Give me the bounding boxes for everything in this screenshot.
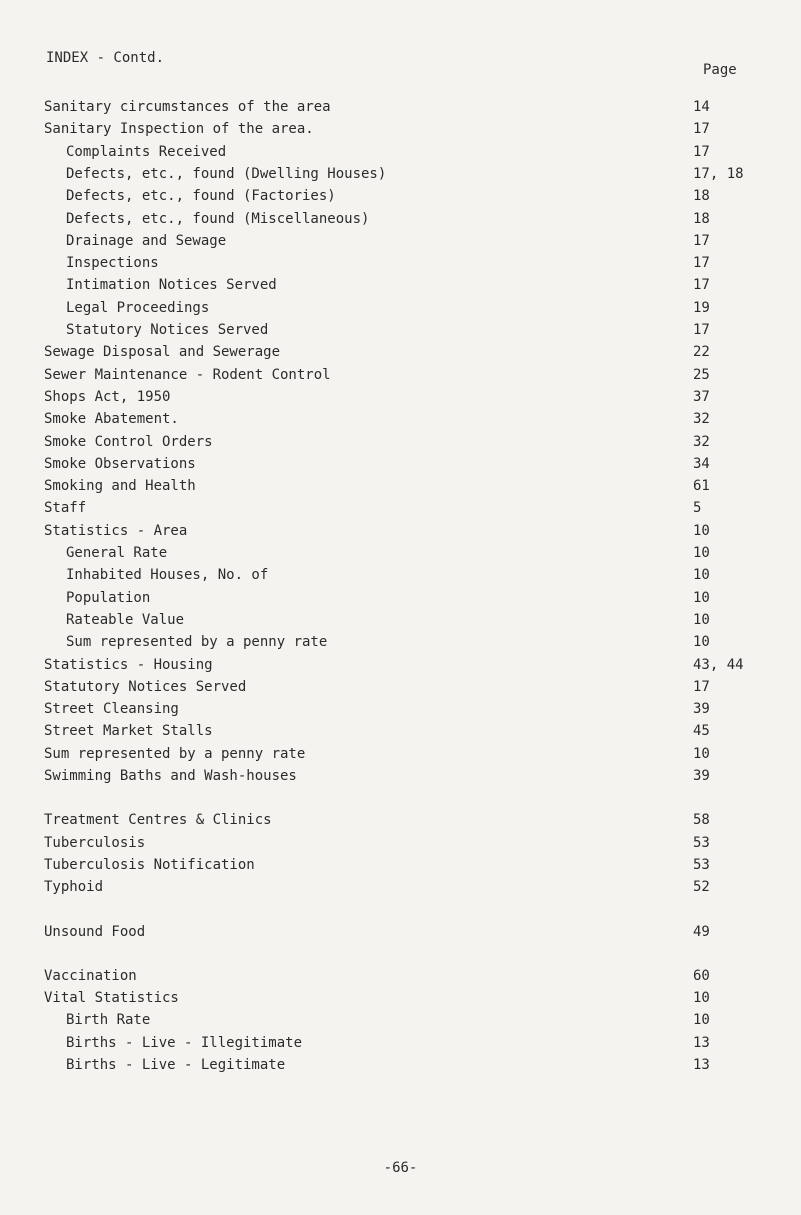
index-entry: [0, 431, 801, 453]
index-entry: [0, 497, 801, 519]
entry-label: Defects, etc., found (Factories): [66, 185, 342, 207]
entry-page-number: 18: [693, 210, 710, 227]
entry-page-number: 10: [693, 545, 710, 561]
entry-label: Births - Live - Legitimate: [66, 1054, 291, 1076]
index-entry: [0, 208, 801, 230]
entry-label: Vital Statistics: [44, 987, 185, 1009]
entry-label: Drainage and Sewage: [66, 230, 232, 252]
entry-page-number: 17: [693, 143, 710, 160]
entry-label: Statistics - Area: [44, 520, 193, 542]
entry-page-number: 10: [693, 589, 710, 606]
entry-label: Legal Proceedings: [66, 297, 215, 319]
index-entry: [0, 341, 801, 363]
index-entry: [0, 587, 801, 609]
entry-page-number: 49: [693, 923, 710, 940]
entry-page-number: 19: [693, 299, 710, 316]
entry-page-number: 10: [693, 611, 710, 628]
entry-page-number: 32: [693, 411, 710, 428]
entry-page-number: 45: [693, 723, 710, 740]
index-entry: [0, 676, 801, 698]
index-entry: [0, 654, 801, 676]
entry-label: General Rate: [66, 542, 173, 564]
entry-page-number: 39: [693, 701, 710, 718]
index-entry: [0, 185, 801, 207]
entry-page-number: 17, 18: [693, 165, 744, 182]
entry-label: Births - Live - Illegitimate: [66, 1032, 308, 1054]
index-entry: [0, 252, 801, 274]
entry-page-number: 39: [693, 768, 710, 784]
entry-label: Tuberculosis Notification: [44, 854, 261, 876]
index-entry: [0, 408, 801, 430]
entry-label: Intimation Notices Served: [66, 274, 283, 296]
entry-page-number: 52: [693, 879, 710, 896]
page-number: -66-: [383, 1160, 418, 1176]
index-entry: [0, 297, 801, 319]
entry-label: Complaints Received: [66, 141, 232, 163]
index-entry: [0, 564, 801, 586]
entry-page-number: 18: [693, 188, 710, 205]
entry-label: Statutory Notices Served: [44, 676, 252, 698]
entry-label: Vaccination: [44, 965, 143, 987]
entry-label: Shops Act, 1950: [44, 386, 176, 408]
entry-label: Tuberculosis: [44, 832, 151, 854]
entry-label: Smoke Control Orders: [44, 431, 219, 453]
index-entry: [0, 921, 801, 943]
entry-page-number: 17: [693, 322, 710, 338]
entry-page-number: 34: [693, 455, 710, 472]
index-entry: [0, 809, 801, 831]
entry-page-number: 53: [693, 834, 710, 851]
index-entry: [0, 743, 801, 765]
entry-page-number: 10: [693, 522, 710, 539]
entry-label: Inspections: [66, 252, 165, 274]
index-entry: [0, 765, 801, 787]
entry-page-number: 13: [693, 1057, 710, 1073]
entry-page-number: 10: [693, 745, 710, 762]
index-entry: [0, 453, 801, 475]
entry-label: Street Market Stalls: [44, 720, 219, 742]
entry-label: Swimming Baths and Wash-houses: [44, 765, 303, 787]
entry-page-number: 17: [693, 255, 710, 272]
entry-label: Sewage Disposal and Sewerage: [44, 341, 286, 363]
index-entry: [0, 698, 801, 720]
entry-label: Rateable Value: [66, 609, 190, 631]
entry-label: Sum represented by a penny rate: [66, 631, 333, 653]
index-entry: [0, 230, 801, 252]
entry-label: Treatment Centres & Clinics: [44, 809, 278, 831]
entry-page-number: 14: [693, 99, 710, 115]
index-entry: [0, 163, 801, 185]
entry-page-number: 5: [693, 500, 702, 517]
entry-label: Street Cleansing: [44, 698, 185, 720]
index-entry: [0, 854, 801, 876]
entry-label: Defects, etc., found (Dwelling Houses): [66, 163, 392, 185]
entry-page-number: 58: [693, 812, 710, 829]
index-entry: [0, 386, 801, 408]
index-entry: [0, 542, 801, 564]
index-entry: [0, 965, 801, 987]
entry-page-number: 22: [693, 344, 710, 361]
entry-page-number: 61: [693, 478, 710, 495]
index-entry: [0, 520, 801, 542]
entry-label: Typhoid: [44, 876, 109, 898]
index-entry: [0, 832, 801, 854]
index-entry: [0, 141, 801, 163]
index-entry: [0, 274, 801, 296]
entry-label: Smoke Observations: [44, 453, 202, 475]
index-entry: [0, 118, 801, 140]
entry-label: Population: [66, 587, 156, 609]
index-entry: [0, 1032, 801, 1054]
entry-page-number: 17: [693, 232, 710, 249]
entry-label: Statistics - Housing: [44, 654, 219, 676]
entry-label: Smoking and Health: [44, 475, 202, 497]
entry-page-number: 10: [693, 990, 710, 1007]
entry-label: Staff: [44, 497, 92, 519]
index-entry: [0, 720, 801, 742]
entry-page-number: 10: [693, 634, 710, 651]
entry-page-number: 13: [693, 1034, 710, 1051]
entry-label: Sewer Maintenance - Rodent Control: [44, 364, 337, 386]
entry-page-number: 37: [693, 388, 710, 405]
entry-label: Statutory Notices Served: [66, 319, 274, 341]
index-entry: [0, 876, 801, 898]
entry-page-number: 25: [693, 366, 710, 383]
index-entry: [0, 609, 801, 631]
entry-label: Sanitary Inspection of the area.: [44, 118, 320, 140]
entry-label: Defects, etc., found (Miscellaneous): [66, 208, 375, 230]
index-entry: [0, 319, 801, 341]
entry-page-number: 17: [693, 121, 710, 138]
index-entry: [0, 364, 801, 386]
entry-page-number: 43, 44: [693, 656, 744, 673]
entry-label: Smoke Abatement.: [44, 408, 185, 430]
index-entry: [0, 631, 801, 653]
entry-label: Unsound Food: [44, 921, 151, 943]
page-column-heading: Page: [703, 62, 737, 78]
index-entry: [0, 96, 801, 118]
entry-page-number: 17: [693, 277, 710, 294]
index-entry: [0, 475, 801, 497]
entry-page-number: 32: [693, 433, 710, 450]
index-heading: INDEX - Contd.: [46, 50, 165, 66]
entry-label: Inhabited Houses, No. of: [66, 564, 274, 586]
entry-page-number: 10: [693, 1012, 710, 1029]
entry-label: Sum represented by a penny rate: [44, 743, 311, 765]
entry-page-number: 53: [693, 856, 710, 873]
entry-page-number: 10: [693, 567, 710, 584]
entry-page-number: 60: [693, 967, 710, 984]
entry-page-number: 17: [693, 678, 710, 695]
index-entry: [0, 1009, 801, 1031]
entry-label: Sanitary circumstances of the area: [44, 96, 337, 118]
index-entry: [0, 1054, 801, 1076]
entry-label: Birth Rate: [66, 1009, 156, 1031]
index-entry: [0, 987, 801, 1009]
